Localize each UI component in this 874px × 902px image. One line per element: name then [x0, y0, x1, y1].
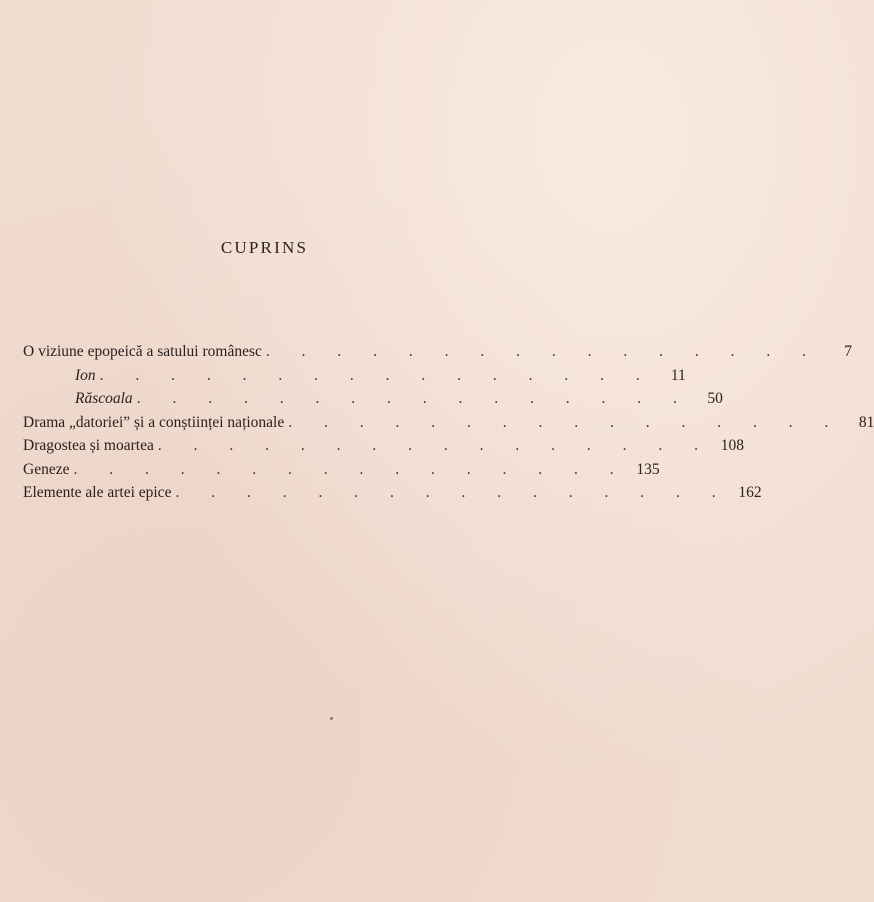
toc-entry-page: 11 — [670, 366, 686, 384]
toc-entry-title: Elemente ale artei epice — [23, 484, 172, 501]
toc-entry — [23, 458, 660, 482]
leader-dots: . . . . . . . . . . . . . . . . — [157, 437, 712, 454]
toc-entry-title: O viziune epopeică a satului românesc — [23, 343, 262, 360]
toc-entry — [23, 340, 852, 364]
toc-entry-page: 81 — [858, 413, 874, 431]
leader-dots: . . . . . . . . . . . . . . . . — [288, 413, 843, 431]
table-of-contents — [23, 340, 874, 505]
toc-entry — [23, 481, 762, 505]
toc-entry-title: Răscoala — [75, 390, 133, 407]
toc-entry — [23, 411, 874, 435]
toc-entry — [23, 364, 686, 388]
leader-dots: . . . . . . . . . . . . . . . . — [175, 484, 730, 501]
leader-dots: . . . . . . . . . . . . . . . . — [136, 390, 691, 407]
toc-entry-page: 7 — [844, 343, 852, 360]
toc-entry-page: 162 — [738, 484, 762, 501]
toc-entry-title: Ion — [75, 366, 96, 384]
leader-dots: . . . . . . . . . . . . . . . . — [73, 460, 628, 478]
page-title: CUPRINS — [220, 238, 309, 257]
leader-dots: . . . . . . . . . . . . . . . . — [99, 366, 654, 384]
toc-entry-page: 108 — [720, 437, 744, 454]
paper-speck — [330, 717, 333, 720]
toc-entry-title: Geneze — [23, 460, 70, 478]
toc-entry-page: 50 — [707, 390, 723, 407]
leader-dots: . . . . . . . . . . . . . . . . — [265, 343, 820, 360]
toc-entry-title: Drama „datoriei” și a conștiinței naționale — [23, 413, 285, 431]
toc-entry-page: 135 — [636, 460, 660, 478]
toc-entry-title: Dragostea și moartea — [23, 437, 154, 454]
toc-entry — [23, 387, 723, 411]
toc-entry — [23, 434, 744, 458]
